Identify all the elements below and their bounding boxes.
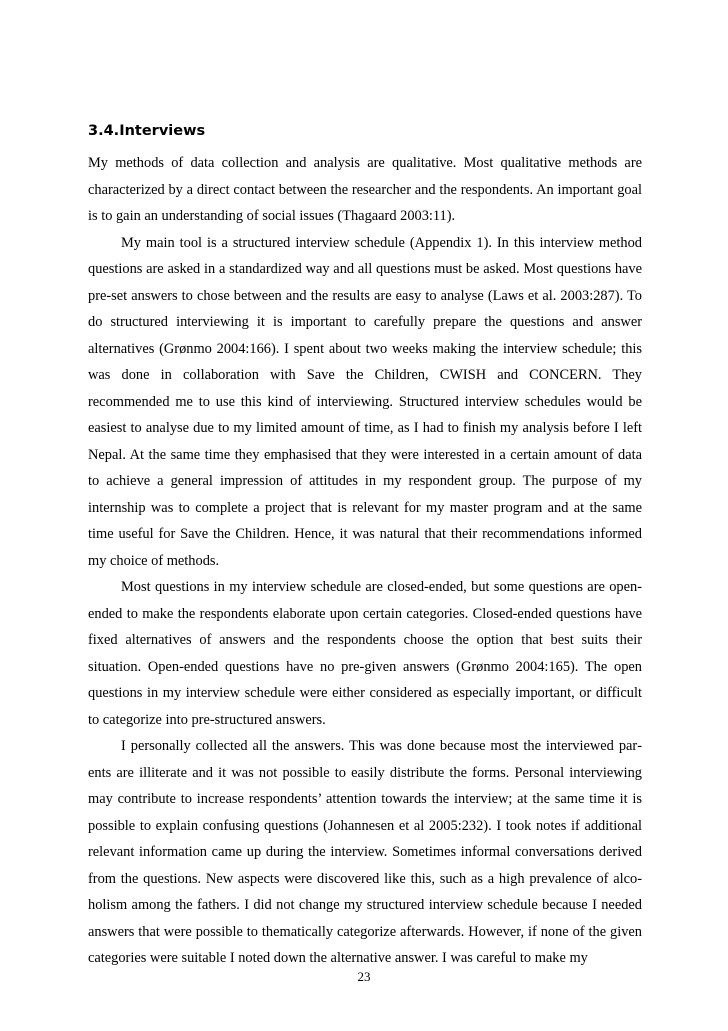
body-text (88, 150, 642, 972)
paragraph-3: Most questions in my interview schedule are closed-ended, but some questions are open-ended to make the respondents elaborate upon certain categories. Closed-ended questions have fixed alternatives of answers and the respondents choose the option that best suits their situation. Open-ended questions have no pre-given answers (Grønmo 2004:165). The open questions in my interview schedule were either considered as especially important, or difficult to categorize into pre-structured answers. (88, 579, 642, 728)
paragraph-2: My main tool is a structured interview schedule (Appendix 1). In this interview method questions are asked in a standardized way and all questions must be asked. Most questions have pre-set answers to chose between and the results are easy to analyse (Laws et al. 2003:287). To do structured interviewing it is important to carefully prepare the questions and answer alternatives (Grønmo 2004:166). I spent about two weeks making the interview schedule; this was done in collaboration with Save the Children, CWISH and CONCERN. They recommended me to use this kind of interviewing. Structured interview schedules would be easiest to analyse due to my limited amount of time, as I had to finish my analysis before I left Nepal. At the same time they emphasised that they were interested in a certain amount of data to achieve a general impression of attitudes in my respondent group. The purpose of my internship was to complete a project that is relevant for my master program and at the same time useful for Save the Children. Hence, it was natural that their recommendations informed my choice of methods. (88, 234, 642, 569)
paragraph-4: I personally collected all the answers. This was done because most the interviewed parents are illiterate and it was not possible to easily distribute the forms. Personal interviewing may contribute to increase respondents’ attention towards the interview; at the same time it is possible to explain confusing questions (Johannesen et al 2005:232). I took notes if additional relevant information came up during the interview. Sometimes informal conversations derived from the questions. New aspects were discovered like this, such as a high prevalence of alcoholism among the fathers. I did not change my structured interview schedule because I needed answers that were possible to thematically categorize afterwards. However, if none of the given categories were suitable I noted down the alternative answer. I was careful to make my (88, 738, 642, 966)
page-number: 23 (357, 969, 371, 984)
section-heading: 3.4.Interviews (88, 123, 206, 139)
paragraph-1: My methods of data collection and analysis are qualitative. Most qualitative methods are characterized by a direct contact between the researcher and the respondents. An important goal is to gain an understanding of social issues (Thagaard 2003:11). (88, 155, 642, 224)
